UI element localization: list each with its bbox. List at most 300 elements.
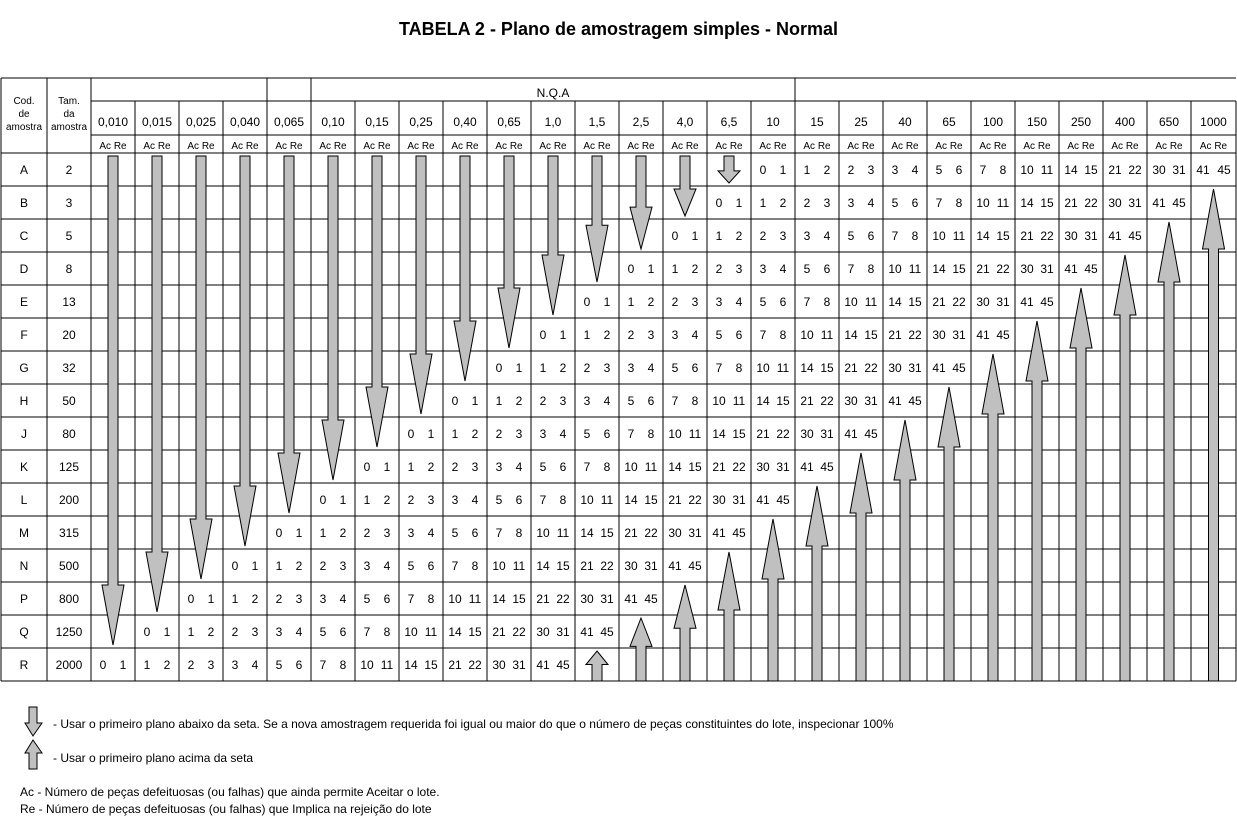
ac-value: 3 (715, 295, 723, 309)
re-value: 31 (732, 493, 746, 507)
sample-size: 800 (58, 592, 80, 606)
re-value: 6 (735, 328, 743, 342)
re-value: 8 (867, 262, 875, 276)
ac-value: 3 (407, 526, 415, 540)
ac-value: 41 (1020, 295, 1034, 309)
re-value: 1 (119, 658, 127, 672)
ac-value: 41 (1108, 229, 1122, 243)
ac-value: 3 (759, 262, 767, 276)
re-value: 8 (647, 427, 655, 441)
ac-value: 30 (844, 394, 858, 408)
sample-code: R (19, 658, 29, 672)
re-value: 3 (251, 625, 259, 639)
ac-re-header: Ac Re (583, 141, 611, 152)
re-value: 8 (603, 460, 611, 474)
sample-code: P (19, 592, 29, 606)
ac-value: 21 (976, 262, 990, 276)
re-value: 15 (468, 625, 482, 639)
ac-value: 2 (715, 262, 723, 276)
sample-size: 2 (65, 163, 73, 177)
re-value: 1 (383, 460, 391, 474)
ac-value: 0 (99, 658, 107, 672)
ac-value: 14 (756, 394, 770, 408)
re-value: 4 (251, 658, 259, 672)
ac-value: 2 (539, 394, 547, 408)
re-value: 11 (512, 559, 526, 573)
re-value: 11 (776, 361, 790, 375)
ac-re-header: Ac Re (319, 141, 347, 152)
ac-value: 5 (539, 460, 547, 474)
sample-code: J (21, 427, 27, 441)
ac-value: 41 (976, 328, 990, 342)
ac-re-header: Ac Re (363, 141, 391, 152)
re-value: 1 (339, 493, 347, 507)
re-value: 8 (515, 526, 523, 540)
re-value: 45 (600, 625, 614, 639)
ac-value: 7 (539, 493, 547, 507)
re-value: 2 (779, 196, 787, 210)
sample-size: 2000 (55, 658, 83, 672)
ac-value: 7 (363, 625, 371, 639)
nqa-level-label: 0,15 (365, 115, 389, 129)
ac-value: 14 (448, 625, 462, 639)
sample-code: D (19, 262, 29, 276)
ac-value: 5 (803, 262, 811, 276)
re-value: 8 (735, 361, 743, 375)
re-value: 3 (295, 592, 303, 606)
ac-re-header: Ac Re (187, 141, 215, 152)
re-value: 2 (251, 592, 259, 606)
ac-value: 41 (756, 493, 770, 507)
re-value: 6 (515, 493, 523, 507)
ac-value: 5 (275, 658, 283, 672)
ac-value: 30 (536, 625, 550, 639)
ac-value: 1 (187, 625, 195, 639)
nqa-header-label: N.Q.A (536, 86, 570, 100)
up-arrow-icon (24, 739, 44, 771)
sample-code: G (19, 361, 29, 375)
ac-value: 14 (624, 493, 638, 507)
re-value: 45 (1128, 229, 1142, 243)
re-value: 6 (823, 262, 831, 276)
legend-up-text: - Usar o primeiro plano acima da seta (53, 751, 254, 765)
re-value: 2 (383, 493, 391, 507)
ac-value: 5 (407, 559, 415, 573)
re-value: 45 (996, 328, 1010, 342)
ac-value: 10 (756, 361, 770, 375)
re-value: 11 (424, 625, 438, 639)
re-value: 8 (955, 196, 963, 210)
re-value: 22 (864, 361, 878, 375)
re-value: 6 (559, 460, 567, 474)
ac-value: 1 (319, 526, 327, 540)
re-value: 6 (911, 196, 919, 210)
ac-value: 1 (143, 658, 151, 672)
re-value: 45 (908, 394, 922, 408)
sample-code: F (20, 328, 28, 342)
ac-value: 14 (976, 229, 990, 243)
nqa-level-label: 1,5 (588, 115, 606, 129)
nqa-level-label: 10 (766, 115, 780, 129)
re-value: 3 (383, 526, 391, 540)
sample-code: L (20, 493, 28, 507)
re-value: 3 (515, 427, 523, 441)
ac-value: 14 (712, 427, 726, 441)
ac-value: 41 (1152, 196, 1166, 210)
ac-value: 3 (319, 592, 327, 606)
ac-value: 41 (844, 427, 858, 441)
re-value: 4 (735, 295, 743, 309)
re-value: 11 (468, 592, 482, 606)
ac-value: 41 (1196, 163, 1210, 177)
re-value: 31 (644, 559, 658, 573)
ac-value: 7 (759, 328, 767, 342)
re-value: 2 (515, 394, 523, 408)
re-value: 15 (512, 592, 526, 606)
re-value: 31 (1040, 262, 1054, 276)
ac-value: 10 (448, 592, 462, 606)
ac-value: 3 (495, 460, 503, 474)
ac-value: 14 (1064, 163, 1078, 177)
ac-re-header: Ac Re (1023, 141, 1051, 152)
re-value: 22 (732, 460, 746, 474)
re-value: 3 (207, 658, 215, 672)
ac-value: 1 (671, 262, 679, 276)
ac-value: 41 (800, 460, 814, 474)
re-value: 2 (823, 163, 831, 177)
re-value: 1 (163, 625, 171, 639)
re-value: 45 (776, 493, 790, 507)
nqa-level-label: 15 (810, 115, 824, 129)
ac-re-header: Ac Re (99, 141, 127, 152)
nqa-level-label: 65 (942, 115, 956, 129)
nqa-level-label: 400 (1114, 115, 1136, 129)
re-value: 4 (647, 361, 655, 375)
re-value: 31 (600, 592, 614, 606)
re-value: 8 (911, 229, 919, 243)
re-value: 15 (776, 394, 790, 408)
ac-re-header: Ac Re (979, 141, 1007, 152)
ac-re-header: Ac Re (407, 141, 435, 152)
ac-value: 10 (932, 229, 946, 243)
ac-value: 7 (979, 163, 987, 177)
ac-value: 14 (800, 361, 814, 375)
ac-re-header: Ac Re (803, 141, 831, 152)
ac-value: 7 (715, 361, 723, 375)
re-value: 1 (207, 592, 215, 606)
sample-size: 50 (62, 394, 76, 408)
re-value: 3 (823, 196, 831, 210)
ac-value: 10 (624, 460, 638, 474)
re-value: 45 (688, 559, 702, 573)
re-value: 45 (732, 526, 746, 540)
ac-value: 7 (583, 460, 591, 474)
ac-re-header: Ac Re (1111, 141, 1139, 152)
re-value: 8 (471, 559, 479, 573)
tam-header-label: amostra (50, 122, 88, 133)
re-value: 2 (603, 328, 611, 342)
ac-re-header: Ac Re (715, 141, 743, 152)
nqa-level-label: 0,025 (185, 115, 217, 129)
re-value: 3 (471, 460, 479, 474)
sample-size: 20 (62, 328, 76, 342)
ac-re-header: Ac Re (495, 141, 523, 152)
ac-value: 3 (847, 196, 855, 210)
ac-value: 21 (580, 559, 594, 573)
re-value: 22 (644, 526, 658, 540)
sample-code: M (19, 526, 29, 540)
ac-value: 14 (668, 460, 682, 474)
re-value: 2 (207, 625, 215, 639)
ac-value: 21 (1064, 196, 1078, 210)
re-value: 31 (512, 658, 526, 672)
re-value: 22 (468, 658, 482, 672)
re-value: 11 (556, 526, 570, 540)
re-value: 6 (427, 559, 435, 573)
re-value: 11 (864, 295, 878, 309)
re-value: 4 (383, 559, 391, 573)
re-value: 8 (823, 295, 831, 309)
ac-value: 0 (451, 394, 459, 408)
re-value: 4 (779, 262, 787, 276)
ac-re-header: Ac Re (275, 141, 303, 152)
ac-value: 2 (319, 559, 327, 573)
re-value: 11 (1040, 163, 1054, 177)
ac-value: 30 (756, 460, 770, 474)
ac-value: 5 (715, 328, 723, 342)
ac-value: 21 (844, 361, 858, 375)
ac-value: 10 (360, 658, 374, 672)
ac-value: 0 (275, 526, 283, 540)
re-value: 45 (1217, 163, 1231, 177)
re-value: 1 (647, 262, 655, 276)
ac-value: 3 (803, 229, 811, 243)
ac-value: 3 (451, 493, 459, 507)
ac-value: 10 (404, 625, 418, 639)
sample-size: 13 (62, 295, 76, 309)
re-value: 1 (691, 229, 699, 243)
sample-code: C (19, 229, 29, 243)
nqa-level-label: 25 (854, 115, 868, 129)
ac-value: 14 (536, 559, 550, 573)
cod-header-label: amostra (5, 122, 43, 133)
re-value: 6 (603, 427, 611, 441)
ac-value: 10 (1020, 163, 1034, 177)
ac-value: 1 (759, 196, 767, 210)
sample-size: 200 (58, 493, 80, 507)
ac-value: 0 (583, 295, 591, 309)
sample-code: N (19, 559, 29, 573)
re-value: 11 (688, 427, 702, 441)
ac-value: 3 (627, 361, 635, 375)
re-value: 31 (820, 427, 834, 441)
sample-code: E (19, 295, 29, 309)
ac-value: 30 (800, 427, 814, 441)
ac-value: 10 (712, 394, 726, 408)
re-value: 45 (556, 658, 570, 672)
nqa-level-label: 1,0 (544, 115, 562, 129)
ac-value: 0 (539, 328, 547, 342)
ac-value: 7 (935, 196, 943, 210)
ac-value: 1 (275, 559, 283, 573)
ac-re-header: Ac Re (627, 141, 655, 152)
nqa-level-label: 150 (1026, 115, 1048, 129)
ac-re-header: Ac Re (1199, 141, 1228, 152)
ac-value: 21 (712, 460, 726, 474)
nqa-level-label: 0,065 (273, 115, 305, 129)
re-value: 15 (600, 526, 614, 540)
ac-value: 0 (495, 361, 503, 375)
ac-value: 2 (759, 229, 767, 243)
ac-value: 41 (624, 592, 638, 606)
re-value: 15 (1084, 163, 1098, 177)
re-value: 3 (779, 229, 787, 243)
ac-value: 30 (932, 328, 946, 342)
re-value: 4 (559, 427, 567, 441)
ac-value: 0 (187, 592, 195, 606)
ac-value: 21 (624, 526, 638, 540)
nqa-level-label: 0,25 (409, 115, 433, 129)
ac-value: 5 (891, 196, 899, 210)
ac-value: 1 (539, 361, 547, 375)
ac-value: 0 (363, 460, 371, 474)
re-value: 1 (251, 559, 259, 573)
ac-value: 14 (492, 592, 506, 606)
ac-value: 41 (668, 559, 682, 573)
ac-re-header: Ac Re (935, 141, 963, 152)
re-value: 4 (691, 328, 699, 342)
ac-value: 41 (536, 658, 550, 672)
ac-value: 1 (803, 163, 811, 177)
sample-code: B (19, 196, 29, 210)
re-value: 11 (996, 196, 1010, 210)
ac-value: 0 (715, 196, 723, 210)
ac-value: 1 (231, 592, 239, 606)
ac-value: 2 (275, 592, 283, 606)
re-value: 11 (600, 493, 614, 507)
nqa-level-label: 250 (1070, 115, 1092, 129)
re-value: 8 (383, 625, 391, 639)
ac-value: 14 (580, 526, 594, 540)
re-value: 22 (556, 592, 570, 606)
ac-re-header: Ac Re (759, 141, 787, 152)
re-value: 22 (820, 394, 834, 408)
ac-value: 3 (275, 625, 283, 639)
sample-size: 1250 (55, 625, 83, 639)
ac-value: 30 (492, 658, 506, 672)
re-value: 15 (952, 262, 966, 276)
ac-value: 0 (143, 625, 151, 639)
re-value: 45 (952, 361, 966, 375)
ac-value: 5 (583, 427, 591, 441)
re-value: 45 (644, 592, 658, 606)
re-value: 15 (1040, 196, 1054, 210)
ac-value: 7 (803, 295, 811, 309)
ac-value: 3 (583, 394, 591, 408)
re-value: 2 (559, 361, 567, 375)
ac-value: 30 (624, 559, 638, 573)
re-value: 4 (295, 625, 303, 639)
re-value: 15 (556, 559, 570, 573)
re-value: 1 (427, 427, 435, 441)
re-value: 15 (688, 460, 702, 474)
ac-value: 2 (671, 295, 679, 309)
re-value: 6 (867, 229, 875, 243)
ac-value: 5 (847, 229, 855, 243)
nqa-level-label: 6,5 (720, 115, 738, 129)
ac-value: 0 (407, 427, 415, 441)
cod-header-label: Cod. (13, 96, 35, 107)
re-value: 4 (471, 493, 479, 507)
re-value: 45 (1084, 262, 1098, 276)
re-value: 2 (339, 526, 347, 540)
nqa-level-label: 0,65 (497, 115, 521, 129)
ac-value: 21 (1108, 163, 1122, 177)
ac-value: 1 (583, 328, 591, 342)
nqa-level-label: 650 (1158, 115, 1180, 129)
ac-value: 7 (891, 229, 899, 243)
sample-size: 125 (58, 460, 80, 474)
re-value: 22 (996, 262, 1010, 276)
ac-value: 5 (319, 625, 327, 639)
re-value: 11 (644, 460, 658, 474)
sample-size: 315 (58, 526, 80, 540)
nqa-level-label: 40 (898, 115, 912, 129)
ac-value: 2 (583, 361, 591, 375)
re-value: 15 (732, 427, 746, 441)
re-value: 15 (424, 658, 438, 672)
tam-header-label: Tam. (58, 96, 80, 107)
ac-value: 3 (671, 328, 679, 342)
sample-size: 80 (62, 427, 76, 441)
re-value: 22 (512, 625, 526, 639)
re-value: 31 (688, 526, 702, 540)
ac-value: 41 (888, 394, 902, 408)
ac-value: 1 (627, 295, 635, 309)
re-value: 3 (427, 493, 435, 507)
ac-value: 14 (932, 262, 946, 276)
re-value: 8 (427, 592, 435, 606)
ac-value: 1 (451, 427, 459, 441)
nqa-level-label: 4,0 (676, 115, 694, 129)
ac-value: 14 (404, 658, 418, 672)
ac-value: 7 (495, 526, 503, 540)
ac-value: 21 (888, 328, 902, 342)
ac-value: 41 (712, 526, 726, 540)
ac-value: 14 (1020, 196, 1034, 210)
re-value: 3 (559, 394, 567, 408)
ac-value: 30 (712, 493, 726, 507)
ac-re-header: Ac Re (847, 141, 875, 152)
re-value: 22 (776, 427, 790, 441)
ac-value: 2 (187, 658, 195, 672)
ac-value: 2 (407, 493, 415, 507)
ac-value: 7 (451, 559, 459, 573)
ac-value: 0 (627, 262, 635, 276)
re-value: 6 (471, 526, 479, 540)
re-value: 3 (647, 328, 655, 342)
re-value: 22 (1128, 163, 1142, 177)
ac-value: 7 (627, 427, 635, 441)
sample-code: A (19, 163, 29, 177)
re-value: 31 (952, 328, 966, 342)
re-value: 4 (603, 394, 611, 408)
ac-value: 5 (451, 526, 459, 540)
ac-value: 3 (363, 559, 371, 573)
ac-value: 2 (627, 328, 635, 342)
re-value: 2 (427, 460, 435, 474)
re-value: 31 (1084, 229, 1098, 243)
